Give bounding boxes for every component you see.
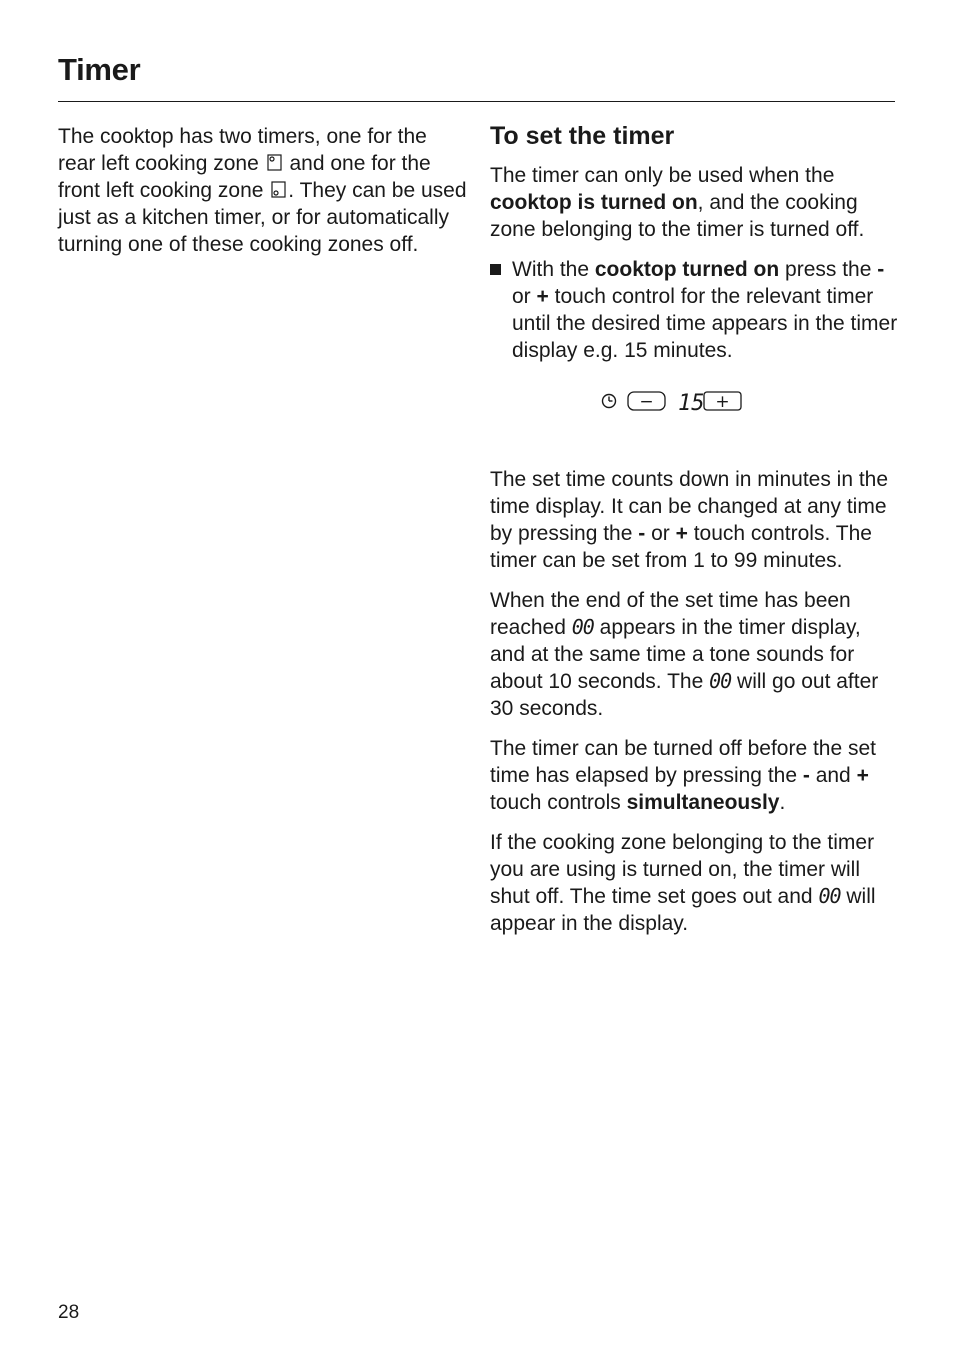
text: touch controls. The timer can be set from 1 to 99 minutes. bbox=[490, 522, 872, 572]
text: and bbox=[809, 764, 857, 787]
text: will go out after 30 seconds. bbox=[490, 670, 879, 720]
text: The timer can be turned off before the set time has elapsed by pressing the bbox=[490, 737, 877, 787]
intro-column bbox=[58, 123, 470, 258]
plus-symbol: + bbox=[675, 522, 688, 545]
title-divider bbox=[58, 101, 895, 102]
minus-touch-control bbox=[628, 392, 665, 412]
paragraph-requirement bbox=[490, 162, 900, 243]
text: or bbox=[512, 285, 537, 308]
minus-label: − bbox=[639, 392, 654, 412]
plus-label: + bbox=[715, 392, 730, 412]
text: touch control for the relevant timer until the desired time appears in the timer display e.g. 15 minutes. bbox=[512, 285, 898, 362]
page-title: Timer bbox=[58, 52, 141, 87]
text: With the bbox=[512, 258, 595, 281]
intro-text-2: and one for the front left cooking zone bbox=[58, 152, 431, 202]
segment-display-text: 00 bbox=[571, 615, 594, 639]
timer-display-illustration bbox=[600, 386, 750, 416]
text: , and the cooking zone belonging to the timer is turned off. bbox=[490, 191, 865, 241]
clock-icon bbox=[603, 395, 616, 408]
text: The timer can only be used when the bbox=[490, 164, 835, 187]
text: touch controls bbox=[490, 791, 627, 814]
emphasis: cooktop turned on bbox=[594, 258, 780, 281]
segment-display-text: 00 bbox=[818, 884, 841, 908]
instruction-bullet bbox=[490, 256, 900, 364]
paragraph-countdown bbox=[490, 466, 900, 574]
emphasis: simultaneously bbox=[626, 791, 780, 814]
intro-paragraph bbox=[58, 123, 470, 258]
text: or bbox=[645, 522, 676, 545]
text: appears in the timer display, and at the same time a tone sounds for about 10 seconds. The bbox=[490, 616, 861, 693]
segment-display-text: 00 bbox=[709, 669, 732, 693]
front-left-zone-icon bbox=[271, 181, 286, 198]
text: press the bbox=[779, 258, 878, 281]
intro-text-3: . They can be used just as a kitchen timer, or for automatically turning one of these cooking zones off. bbox=[58, 179, 467, 256]
minus-symbol: - bbox=[638, 522, 646, 545]
instructions-column bbox=[490, 120, 900, 950]
rear-left-zone-icon bbox=[267, 154, 282, 171]
emphasis: cooktop is turned on bbox=[490, 191, 698, 214]
page-number: 28 bbox=[58, 1302, 80, 1323]
minus-symbol: - bbox=[802, 764, 810, 787]
text: The set time counts down in minutes in the time display. It can be changed at any time by pressing the bbox=[490, 468, 889, 545]
section-heading: To set the timer bbox=[490, 122, 675, 150]
display-value: 15 bbox=[678, 391, 705, 416]
intro-text-1: The cooktop has two timers, one for the rear left cooking zone bbox=[58, 125, 427, 175]
timer-display-figure bbox=[490, 376, 900, 446]
paragraph-end-of-time bbox=[490, 587, 900, 722]
paragraph-zone-on bbox=[490, 829, 900, 937]
paragraph-turn-off bbox=[490, 735, 900, 816]
bullet-square-icon bbox=[490, 264, 501, 275]
text: If the cooking zone belonging to the timer you are using is turned on, the timer will shut off. The time set goes out and bbox=[490, 831, 875, 908]
text: will appear in the display. bbox=[490, 885, 876, 935]
text: When the end of the set time has been reached bbox=[490, 589, 851, 639]
plus-symbol: + bbox=[536, 285, 549, 308]
minus-symbol: - bbox=[877, 258, 885, 281]
plus-symbol: + bbox=[856, 764, 869, 787]
text: . bbox=[779, 791, 786, 814]
plus-touch-control bbox=[704, 392, 741, 412]
